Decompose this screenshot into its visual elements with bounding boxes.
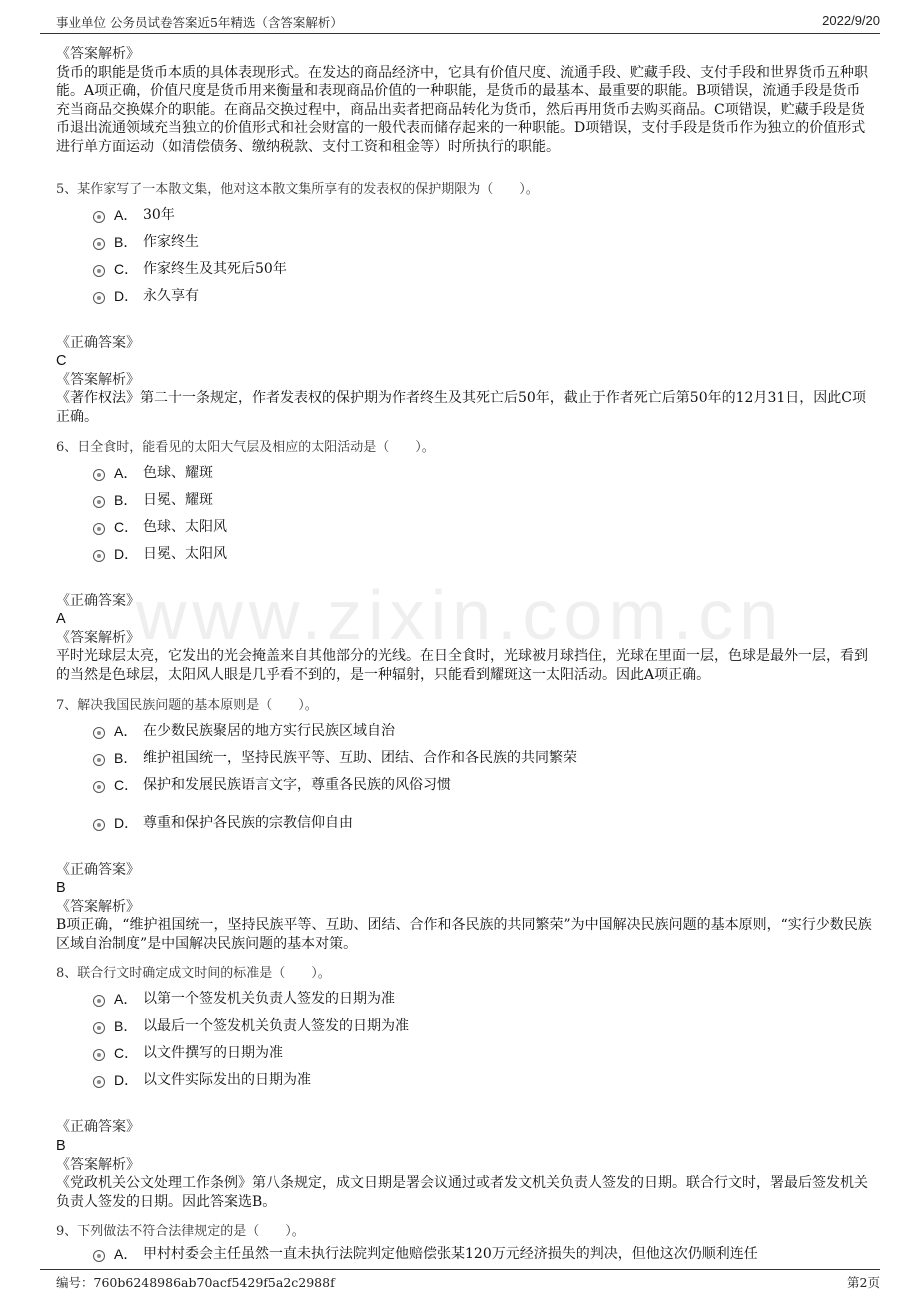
radio-icon[interactable] [93,265,105,277]
option-d[interactable]: D． 以文件实际发出的日期为准 [56,1067,874,1094]
question-6: 6、日全食时，能看见的太阳大气层及相应的太阳活动是（ ）。 [56,439,435,455]
radio-icon[interactable] [93,754,105,766]
header-divider [40,33,880,34]
watermark: www.zixin.com.cn [135,576,785,654]
footer-code: 编号：760b6248986ab70acf5429f5a2c2988f [56,1275,335,1290]
option-d[interactable]: D． 永久享有 [56,283,874,310]
header-title: 事业单位 公务员试卷答案近5年精选（含答案解析） [56,15,343,30]
option-c[interactable]: C． 色球、太阳风 [56,514,874,541]
correct-answer: A [56,611,66,628]
analysis-text: 货币的职能是货币本质的具体表现形式。在发达的商品经济中，它具有价值尺度、流通手段、贮藏手段、支付手段和世界货币五种职能。A项正确，价值尺度是货币用来衡量和表现商品价值的一种职能，是货币的最基本、最重要的职能。B项错误，流通手段是货币充当商品交换媒介的职能。在商品交换过程中，商品出卖者把商品转化为货币，然后再用货币去购买商品。C项错误，贮藏手段是货币退出流通领域充当独立的价值形式和社会财富的一般代表而储存起来的一种职能。D项错误，支付手段是货币作为独立的价值形式进行单方面运动（如清偿债务、缴纳税款、支付工资和租金等）时所执行的职能。 [56,64,868,155]
radio-icon[interactable] [93,1022,105,1034]
radio-icon[interactable] [93,211,105,223]
option-a[interactable]: A． 以第一个签发机关负责人签发的日期为准 [56,986,874,1013]
option-a[interactable]: A． 30年 [56,202,874,229]
radio-icon[interactable] [93,238,105,250]
radio-icon[interactable] [93,469,105,481]
page-header [0,0,920,34]
correct-answer: C [56,353,67,370]
header-date: 2022/9/20 [822,13,880,28]
radio-icon[interactable] [93,781,105,793]
option-b[interactable]: B． 日冕、耀斑 [56,487,874,514]
correct-answer: B [56,1138,66,1155]
analysis-text: 《著作权法》第二十一条规定，作者发表权的保护期为作者终生及其死亡后50年，截止于作者死亡后第50年的12月31日，因此C项正确。 [56,390,866,425]
analysis-tag: 《答案解析》 [56,1156,140,1173]
option-b[interactable]: B． 维护祖国统一，坚持民族平等、互助、团结、合作和各民族的共同繁荣 [56,745,874,772]
radio-icon[interactable] [93,292,105,304]
answer-tag: 《正确答案》 [56,861,140,878]
answer-tag: 《正确答案》 [56,334,140,351]
option-d[interactable]: D． 尊重和保护各民族的宗教信仰自由 [56,810,874,837]
analysis-tag: 《答案解析》 [56,898,140,915]
page-number: 第2页 [847,1275,880,1290]
radio-icon[interactable] [93,995,105,1007]
footer-divider [40,1269,880,1270]
radio-icon[interactable] [93,1076,105,1088]
radio-icon[interactable] [93,727,105,739]
option-b[interactable]: B． 作家终生 [56,229,874,256]
answer-tag: 《正确答案》 [56,592,140,609]
option-b[interactable]: B． 以最后一个签发机关负责人签发的日期为准 [56,1013,874,1040]
option-c[interactable]: C． 以文件撰写的日期为准 [56,1040,874,1067]
answer-tag: 《正确答案》 [56,1119,140,1136]
analysis-tag: 《答案解析》 [56,46,140,62]
radio-icon[interactable] [93,819,105,831]
radio-icon[interactable] [93,523,105,535]
option-c[interactable]: C． 保护和发展民族语言文字，尊重各民族的风俗习惯 [56,772,874,799]
page-content [56,45,874,1268]
analysis-text: B项正确，“维护祖国统一，坚持民族平等、互助、团结、合作和各民族的共同繁荣”为中国解决民族问题的基本原则，“实行少数民族区域自治制度”是中国解决民族问题的基本对策。 [56,917,872,952]
radio-icon[interactable] [93,496,105,508]
option-a[interactable]: A． 甲村村委会主任虽然一直未执行法院判定他赔偿张某120万元经济损失的判决，但他这次仍顺利连任 [56,1241,874,1268]
radio-icon[interactable] [93,1250,105,1262]
analysis-tag: 《答案解析》 [56,629,140,646]
analysis-text: 平时光球层太亮，它发出的光会掩盖来自其他部分的光线。在日全食时，光球被月球挡住，光球在里面一层，色球是最外一层，看到的当然是色球层，太阳风人眼是几乎看不到的，是一种辐射，只能看到耀斑这一太阳活动。因此A项正确。 [56,648,868,683]
correct-answer: B [56,880,66,897]
radio-icon[interactable] [93,1049,105,1061]
option-a[interactable]: A． 色球、耀斑 [56,460,874,487]
question-8: 8、联合行文时确定成文时间的标准是（ ）。 [56,966,331,982]
option-a[interactable]: A． 在少数民族聚居的地方实行民族区域自治 [56,718,874,745]
option-d[interactable]: D． 日冕、太阳风 [56,541,874,568]
option-c[interactable]: C． 作家终生及其死后50年 [56,256,874,283]
analysis-tag: 《答案解析》 [56,371,140,388]
radio-icon[interactable] [93,550,105,562]
question-5: 5、某作家写了一本散文集，他对这本散文集所享有的发表权的保护期限为（ ）。 [56,181,539,197]
question-9: 9、下列做法不符合法律规定的是（ ）。 [56,1224,305,1240]
question-7: 7、解决我国民族问题的基本原则是（ ）。 [56,697,318,713]
analysis-text: 《党政机关公文处理工作条例》第八条规定，成文日期是署会议通过或者发文机关负责人签发的日期。联合行文时，署最后签发机关负责人签发的日期。因此答案选B。 [56,1175,868,1210]
